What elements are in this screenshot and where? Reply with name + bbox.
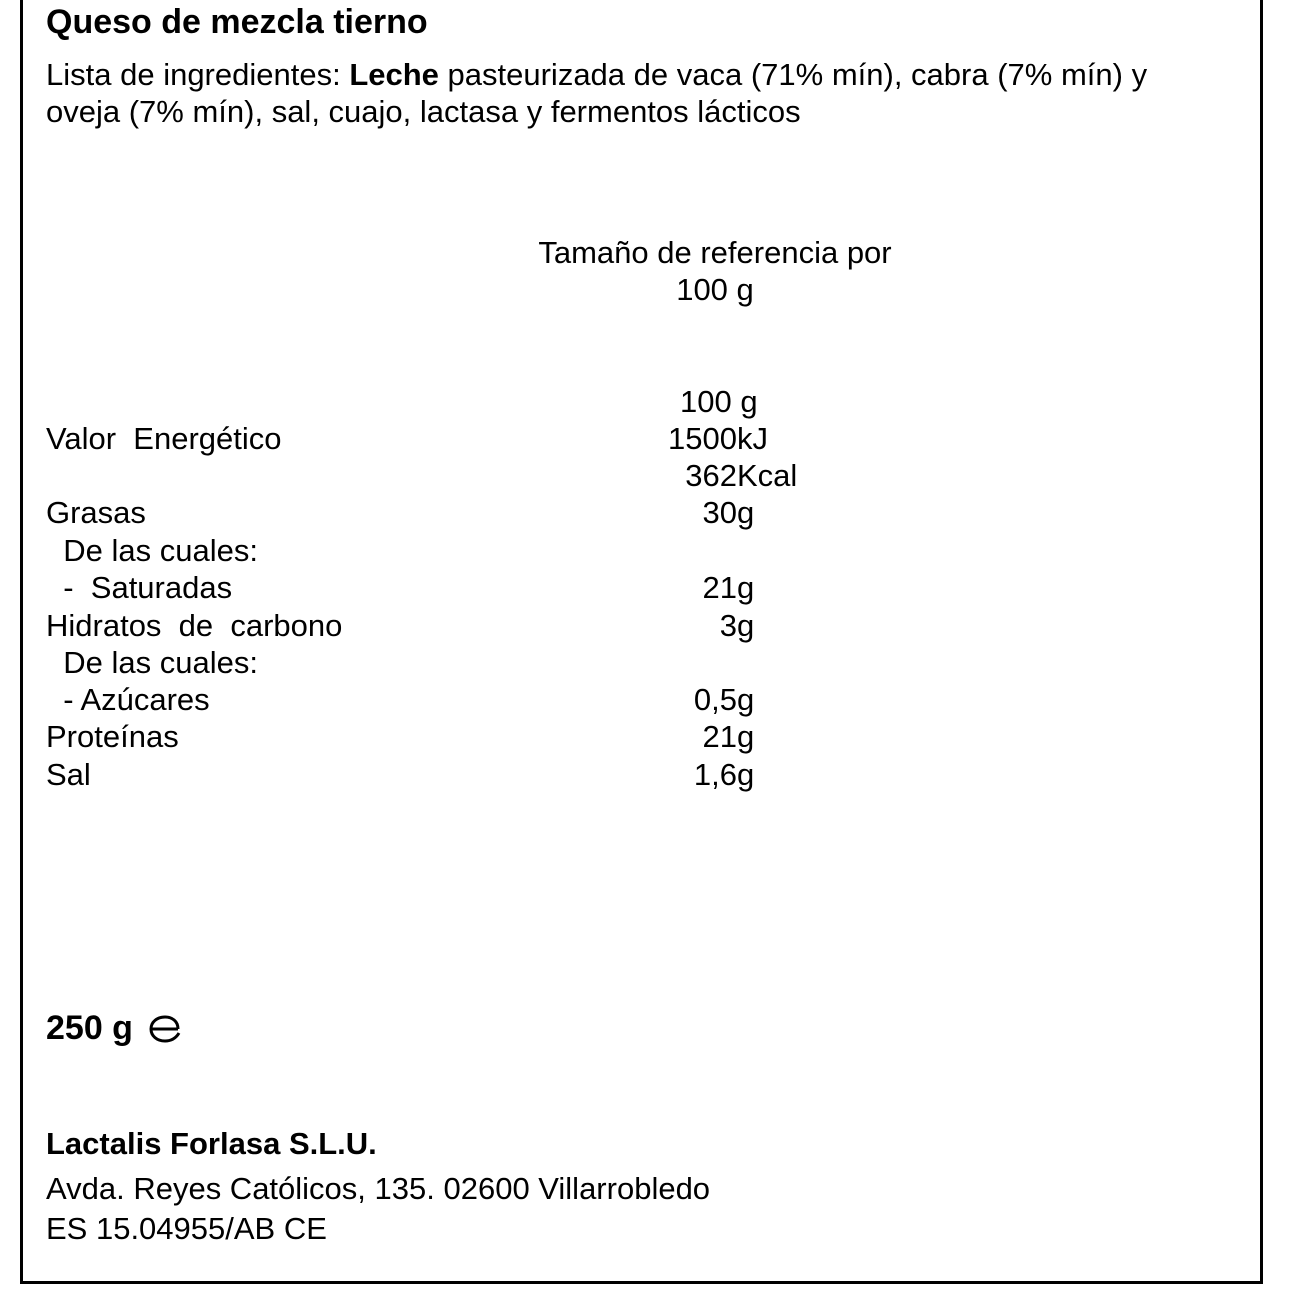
estimated-sign-icon [147, 1014, 183, 1044]
nutrition-row-label: - Azúcares [46, 682, 210, 717]
nutrition-row-unit: kJ [737, 421, 768, 456]
nutrition-row-label: De las cuales: [46, 645, 258, 680]
nutrition-row-unit: g [737, 570, 755, 605]
nutrition-column-header: 100 g [680, 384, 758, 419]
nutrition-row-label: Sal [46, 757, 91, 792]
product-title: Queso de mezcla tierno [46, 3, 428, 41]
nutrition-row-value: 1,6 [693, 757, 737, 792]
reference-line-2: 100 g [676, 272, 754, 307]
nutrition-row-label: Valor Energético [46, 421, 282, 456]
nutrition-row-unit: g [737, 682, 755, 717]
nutrition-row-value: 3 [719, 608, 737, 643]
nutrition-row-label: Proteínas [46, 719, 179, 754]
ingredients-prefix: Lista de ingredientes: [46, 57, 350, 92]
nutrition-row-value: 21 [702, 570, 737, 605]
nutrition-row-label: Hidratos de carbono [46, 608, 343, 643]
company-name: Lactalis Forlasa S.L.U. [46, 1126, 377, 1161]
nutrition-row-label: De las cuales: [46, 533, 258, 568]
net-weight: 250 g [46, 1009, 133, 1047]
nutrition-row-unit: g [737, 757, 755, 792]
nutrition-row-label: Grasas [46, 495, 146, 530]
reference-size [480, 234, 950, 308]
nutrition-row-value: 362 [685, 458, 737, 493]
nutrition-row-value: 30 [702, 495, 737, 530]
health-registry: ES 15.04955/AB CE [46, 1211, 327, 1246]
reference-line-1: Tamaño de referencia por [538, 235, 892, 270]
nutrition-row-unit: g [737, 719, 755, 754]
nutrition-row-unit: Kcal [737, 458, 798, 493]
nutrition-row-unit: g [737, 495, 755, 530]
nutrition-row-value: 21 [702, 719, 737, 754]
company-address: Avda. Reyes Católicos, 135. 02600 Villarrobledo [46, 1171, 711, 1206]
nutrition-row-value: 1500 [668, 421, 737, 456]
ingredients-rest: pasteurizada de vaca (71% mín), cabra (7% mín) y oveja (7% mín), sal, cuajo, lactasa y fermentos lácticos [46, 57, 1148, 129]
ingredients-list [46, 56, 1226, 130]
nutrition-row-unit: g [737, 608, 755, 643]
nutrition-row-label: - Saturadas [46, 570, 233, 605]
nutrition-row-value: 0,5 [693, 682, 737, 717]
ingredients-allergen: Leche [349, 57, 439, 92]
